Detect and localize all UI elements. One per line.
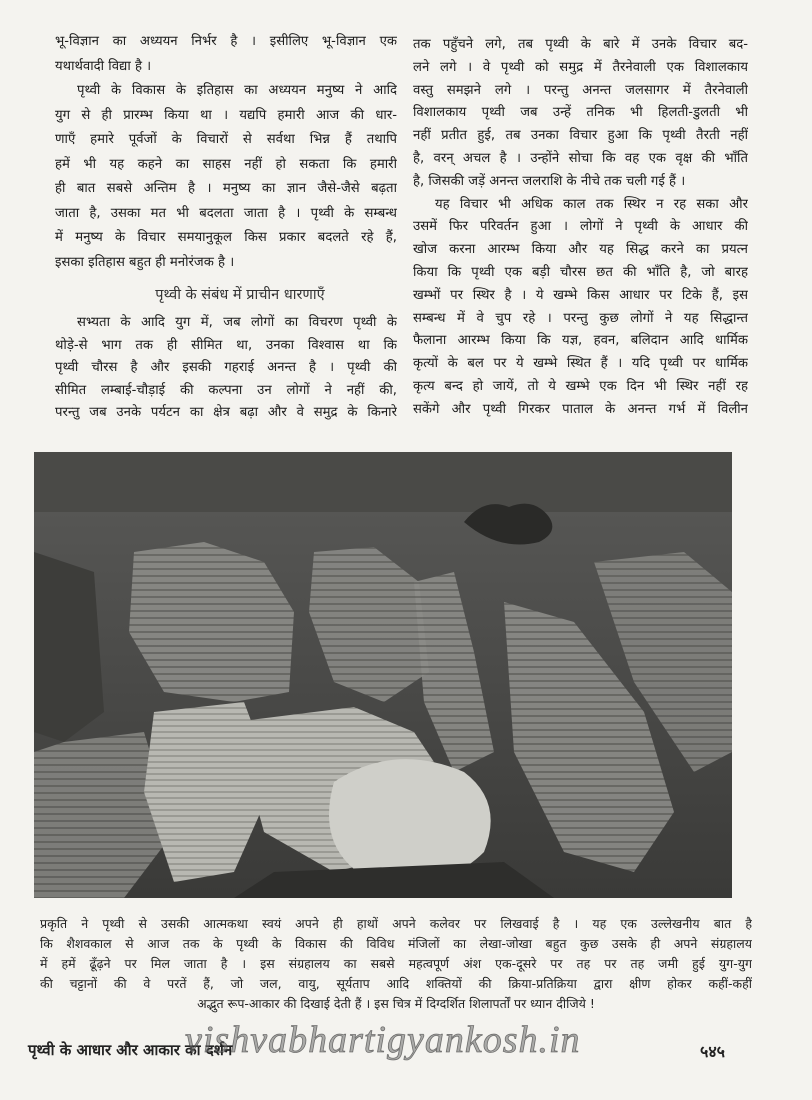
text-line: पृथ्वी के विकास के इतिहास का अध्ययन मनुष्य ने आदि — [77, 83, 397, 98]
text-line: ही बात सबसे अन्तिम है । मनुष्य का ज्ञान जैसे-जैसे बढ़ता — [55, 181, 397, 196]
text-line: जाता है, उसका मत भी बदलता जाता है । पृथ्वी के सम्बन्ध — [55, 205, 397, 221]
text-line: भू-विज्ञान का अध्ययन निर्भर है । इसीलिए भू-विज्ञान एक — [55, 34, 397, 49]
text-line: है, जिसकी जड़ें अनन्त जलराशि के नीचे तक चली गई हैं । — [413, 173, 686, 189]
rock-strata-photo — [34, 452, 732, 898]
section-heading: पृथ्वी के संबंध में प्राचीन धारणाएँ — [155, 287, 325, 303]
page-number: ५४५ — [700, 1042, 725, 1061]
text-line: खोज करना आरम्भ किया और यह सिद्ध करने का प्रयत्न — [413, 242, 748, 258]
text-line: खम्भों पर स्थिर है । ये खम्भे किस आधार पर टिके हैं, इस — [413, 287, 748, 303]
text-line: णाएँ हमारे पूर्वजों के विचारों से सर्वथा भिन्न हैं तथापि — [55, 132, 397, 147]
text-line: सभ्यता के आदि युग में, जब लोगों का विचरण पृथ्वी के — [77, 315, 397, 330]
text-line: लने लगे । वे पृथ्वी को समुद्र में तैरनेवाली एक विशालकाय — [413, 59, 748, 75]
text-line: यह विचार भी अधिक काल तक स्थिर न रह सका और — [435, 196, 748, 212]
caption-line: में हमें ढूँढ़ने पर मिल जाता है । इस संग्रहालय का सबसे महत्वपूर्ण अंश एक-दूसरे पर तह पर तह जमी हुई युग-युग — [40, 956, 752, 971]
text-line: कृत्य बन्द हो जायें, तो ये खम्भे एक दिन भी स्थिर नहीं रह — [413, 378, 748, 394]
watermark: vishvabhartigyankosh.in — [185, 1019, 581, 1061]
left-column-top — [55, 30, 397, 275]
text-line: थोड़े-से भाग तक ही सीमित था, उनका विश्वास था कि — [55, 337, 397, 353]
text-line: में मनुष्य के विचार समयानुकूल किस प्रकार बदलते रहे हैं, — [55, 230, 397, 245]
text-line: हमें भी यह कहने का साहस नहीं हो सकता कि हमारी — [55, 156, 397, 172]
caption-line: कि शैशवकाल से आज तक के पृथ्वी के विकास की विविध मंजिलों का लेखा-जोखा बहुत कुछ उसके ही अपने संग्रहालय — [40, 936, 752, 951]
caption-line: की चट्टानों की वे परतें हैं, जो जल, वायु, सूर्यताप आदि शक्तियों की क्रिया-प्रतिक्रिया द्वारा क्षीण होकर कहीं-कहीं — [40, 976, 752, 991]
text-line: उसमें फिर परिवर्तन हुआ । लोगों ने पृथ्वी के आधार की — [413, 219, 748, 235]
left-column-bottom — [55, 312, 397, 425]
text-line: सकेंगे और पृथ्वी गिरकर पाताल के अनन्त गर्भ में विलीन — [413, 401, 748, 417]
footer-title: पृथ्वी के आधार और आकार का दर्शन — [28, 1041, 233, 1059]
text-line: सीमित लम्बाई-चौड़ाई की कल्पना उन लोगों ने नहीं की, — [55, 382, 397, 398]
text-line: युग से ही प्रारम्भ किया था । यद्यपि हमारी आज की धार- — [55, 107, 397, 123]
caption-line: प्रकृति ने पृथ्वी से उसकी आत्मकथा स्वयं अपने ही हाथों अपने कलेवर पर लिखवाई है । यह एक उल्लेखनीय बात है — [40, 916, 752, 931]
text-line: फैलाना आरम्भ किया कि यज्ञ, हवन, बलिदान आदि धार्मिक — [413, 333, 748, 349]
text-line: विशालकाय पृथ्वी जब उन्हें तनिक भी हिलती-डुलती भी — [413, 105, 748, 121]
text-line: है, वरन् अचल है । उन्होंने सोचा कि वह एक वृक्ष की भाँति — [413, 150, 748, 166]
text-line: परन्तु जब उनके पर्यटन का क्षेत्र बढ़ा और वे समुद्र के किनारे — [55, 405, 397, 420]
caption-line: अद्भुत रूप-आकार की दिखाई देती हैं । इस चित्र में दिग्दर्शित शिलापर्तों पर ध्यान दीजिये ! — [197, 996, 595, 1011]
text-line: कृत्यों के बल पर ये खम्भे स्थित हैं । यदि पृथ्वी पर धार्मिक — [413, 356, 748, 372]
text-line: किया कि पृथ्वी एक बड़ी चौरस छत की भाँति है, जो बारह — [413, 264, 748, 280]
right-column — [413, 34, 748, 422]
text-line: पृथ्वी चौरस है और इसकी गहराई अनन्त है । पृथ्वी की — [55, 360, 397, 375]
text-line: वस्तु समझने लगे । परन्तु अनन्त जलसागर में तैरनेवाली — [413, 82, 748, 98]
text-line: सम्बन्ध में वे चुप रहे । परन्तु कुछ लोगों ने यह सिद्धान्त — [413, 310, 748, 326]
photo-caption — [40, 914, 752, 1014]
text-line: यथार्थवादी विद्या है । — [55, 58, 152, 74]
text-line: तक पहुँचने लगे, तब पृथ्वी के बारे में उनके विचार बद- — [413, 37, 748, 52]
text-line: इसका इतिहास बहुत ही मनोरंजक है । — [55, 254, 235, 270]
text-line: नहीं प्रतीत हुई, तब उनका विचार हुआ कि पृथ्वी तैरती नहीं — [413, 128, 748, 144]
